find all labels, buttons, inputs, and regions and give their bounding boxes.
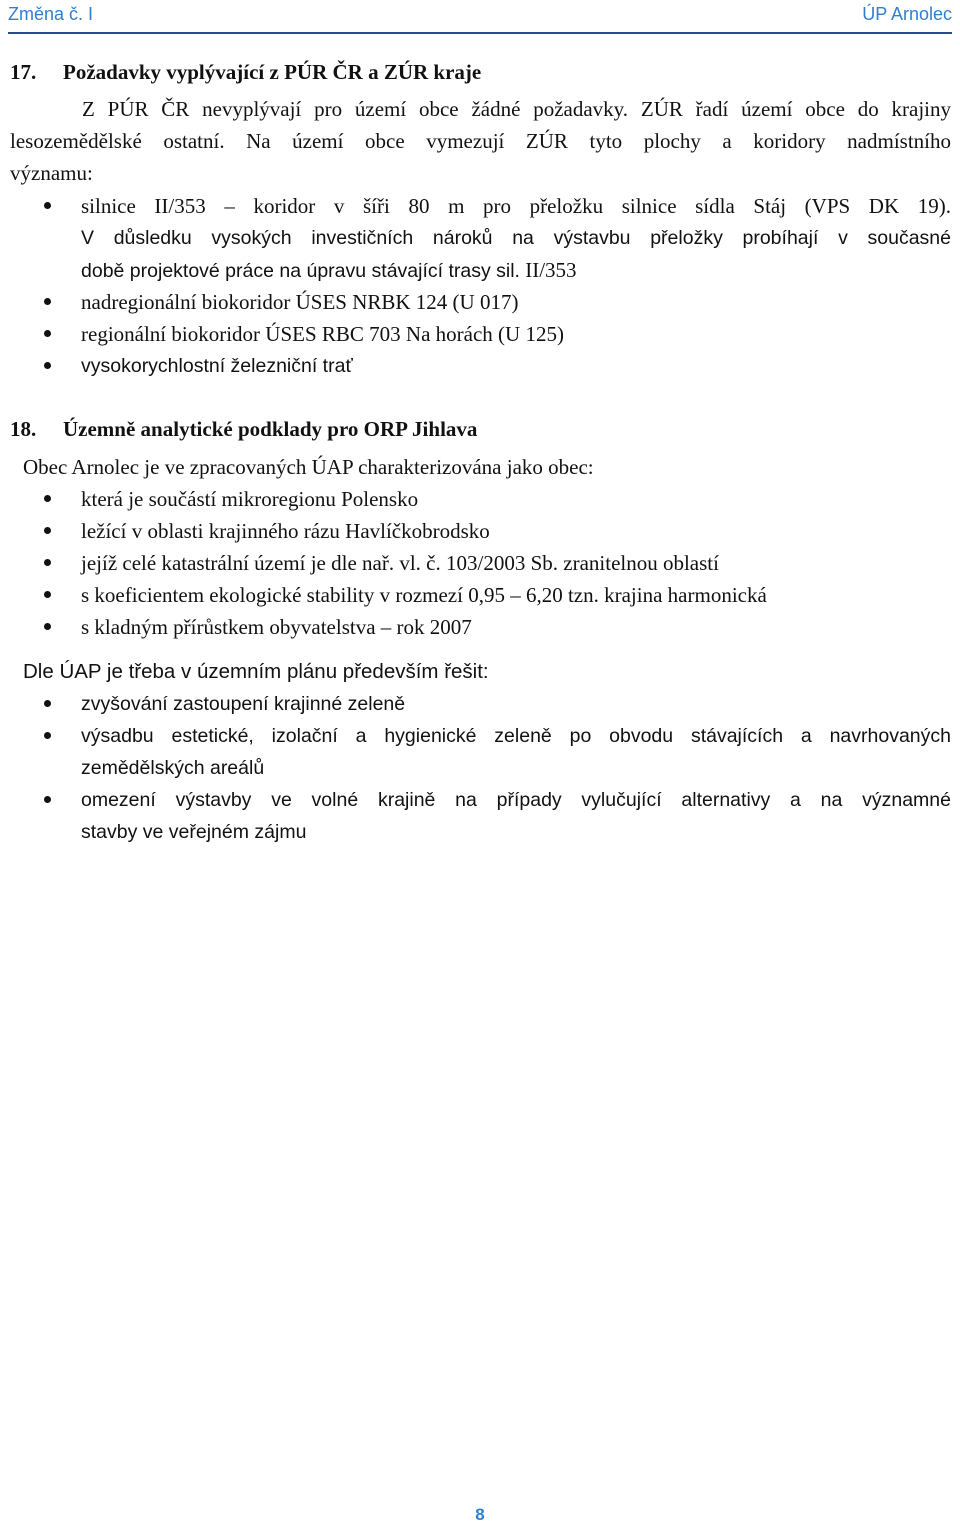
bullet-icon bbox=[44, 559, 51, 566]
s17-bullet-4: vysokorychlostní železniční trať bbox=[81, 355, 353, 377]
header-rule bbox=[8, 32, 952, 34]
s18-task-1: zvyšování zastoupení krajinné zeleně bbox=[81, 693, 406, 715]
s17-bullet-3: regionální biokoridor ÚSES RBC 703 Na horách (U 125) bbox=[81, 322, 564, 346]
s17-bullet-1-line-3-text: době projektové práce na úpravu stávající trasy sil. bbox=[81, 260, 520, 282]
bullet-icon bbox=[44, 330, 51, 337]
s18-intro: Obec Arnolec je ve zpracovaných ÚAP charakterizována jako obec: bbox=[23, 455, 594, 479]
bullet-icon bbox=[44, 362, 51, 369]
section-18-title: Územně analytické podklady pro ORP Jihlava bbox=[63, 417, 478, 441]
s17-paragraph-line-2: lesozemědělské ostatní. Na území obce vymezují ZÚR tyto plochy a koridory nadmístního bbox=[10, 129, 951, 153]
s18-char-3: jejíž celé katastrální území je dle nař. vl. č. 103/2003 Sb. zranitelnou oblastí bbox=[81, 551, 719, 575]
section-17-number: 17. bbox=[10, 60, 37, 84]
s17-paragraph-line-1: Z PÚR ČR nevyplývají pro území obce žádné požadavky. ZÚR řadí území obce do krajiny bbox=[82, 97, 951, 121]
s18-char-2: ležící v oblasti krajinného rázu Havlíčkobrodsko bbox=[81, 519, 490, 543]
header-right: ÚP Arnolec bbox=[862, 4, 952, 24]
s18-task-3-line-1: omezení výstavby ve volné krajině na případy vylučující alternativy a na významné bbox=[81, 789, 951, 811]
bullet-icon bbox=[44, 527, 51, 534]
bullet-icon bbox=[44, 700, 51, 707]
bullet-icon bbox=[44, 591, 51, 598]
s18-char-4: s koeficientem ekologické stability v rozmezí 0,95 – 6,20 tzn. krajina harmonická bbox=[81, 583, 767, 607]
s17-bullet-1-line-2: V důsledku vysokých investičních nároků na výstavbu přeložky probíhají v současné bbox=[81, 227, 951, 249]
bullet-icon bbox=[44, 298, 51, 305]
section-18-number: 18. bbox=[10, 417, 37, 441]
page-number: 8 bbox=[475, 1505, 485, 1524]
s17-bullet-1-line-3-road: II/353 bbox=[525, 258, 577, 282]
s18-task-2-line-2: zemědělských areálů bbox=[81, 757, 265, 779]
bullet-icon bbox=[44, 495, 51, 502]
s17-bullet-2: nadregionální biokoridor ÚSES NRBK 124 (U 017) bbox=[81, 290, 519, 314]
bullet-icon bbox=[44, 202, 51, 209]
s18-intro-2: Dle ÚAP je třeba v územním plánu především řešit: bbox=[23, 660, 489, 683]
header-left: Změna č. I bbox=[8, 4, 94, 24]
s18-char-5: s kladným přírůstkem obyvatelstva – rok 2007 bbox=[81, 615, 472, 639]
section-17-title: Požadavky vyplývající z PÚR ČR a ZÚR kraje bbox=[63, 60, 482, 84]
bullet-icon bbox=[44, 623, 51, 630]
bullet-icon bbox=[44, 796, 51, 803]
s17-bullet-1-line-3 bbox=[81, 257, 577, 284]
s18-task-3-line-2: stavby ve veřejném zájmu bbox=[81, 821, 307, 843]
s18-task-2-line-1: výsadbu estetické, izolační a hygienické zeleně po obvodu stávajících a navrhovaných bbox=[81, 725, 951, 747]
s17-bullet-1-line-1: silnice II/353 – koridor v šíři 80 m pro přeložku silnice sídla Stáj (VPS DK 19). bbox=[81, 194, 951, 218]
bullet-icon bbox=[44, 732, 51, 739]
s18-char-1: která je součástí mikroregionu Polensko bbox=[81, 487, 419, 511]
s17-paragraph-line-3: významu: bbox=[10, 161, 93, 185]
page-header bbox=[8, 2, 952, 28]
